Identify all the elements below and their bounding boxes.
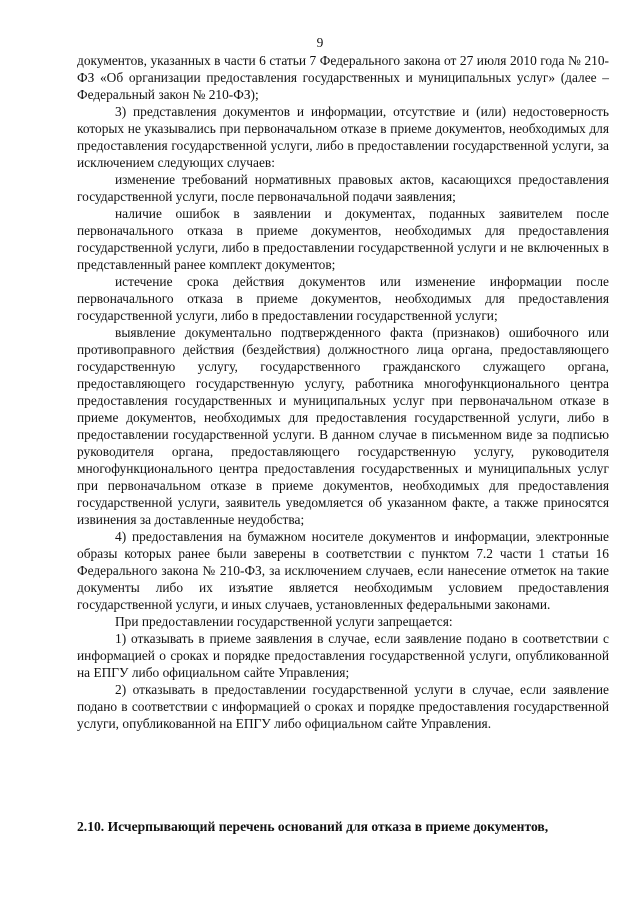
paragraph-1: документов, указанных в части 6 статьи 7 Федерального закона от 27 июля 2010 года № 210-ФЗ «Об организации предоставления государственных и муниципальных услуг» (далее – Федеральный закон № 210-ФЗ); (77, 53, 609, 102)
document-body (77, 52, 609, 732)
paragraph-6: выявление документально подтвержденного факта (признаков) ошибочного или противоправного действия (бездействия) должностного лица органа, предоставляющего государственную услугу, государственного гражданского служащего органа, предоставляющего государственную услугу, работника многофункционального центра предоставления государственных и муниципальных услуг при первоначальном отказе в приеме документов, необходимых для предоставления государственной услуги, либо в предоставлении государственной услуги. В данном случае в письменном виде за подписью руководителя органа, предоставляющего государственную услугу, руководителя многофункционального центра предоставления государственных и муниципальных услуг при первоначальном отказе в приеме документов, необходимых для предоставления государственной услуги, заявитель уведомляется об указанном факте, а также приносятся извинения за доставленные неудобства; (77, 325, 609, 527)
section-heading: 2.10. Исчерпывающий перечень оснований для отказа в приеме документов, (77, 819, 549, 834)
paragraph-8: При предоставлении государственной услуги запрещается: (115, 614, 453, 629)
paragraph-2: 3) представления документов и информации, отсутствие и (или) недостоверность которых не указывались при первоначальном отказе в приеме документов, необходимых для предоставления государственной услуги, либо в предоставлении государственной услуги, за исключением следующих случаев: (77, 104, 609, 170)
paragraph-3: изменение требований нормативных правовых актов, касающихся предоставления государственной услуги, после первоначальной подачи заявления; (77, 172, 609, 204)
page-number: 9 (316, 35, 324, 50)
paragraph-7: 4) предоставления на бумажном носителе документов и информации, электронные образы которых ранее были заверены в соответствии с пунктом 7.2 части 1 статьи 16 Федерального закона № 210-ФЗ, за исключением случаев, если нанесение отметок на такие документы либо их изъятие является необходимым условием предоставления государственной услуги, и иных случаев, установленных федеральными законами. (77, 529, 609, 612)
paragraph-4: наличие ошибок в заявлении и документах, поданных заявителем после первоначального отказа в приеме документов, необходимых для предоставления государственной услуги, либо в предоставлении государственной услуги и не включенных в представленный ранее комплект документов; (77, 206, 609, 272)
paragraph-5: истечение срока действия документов или изменение информации после первоначального отказа в приеме документов, необходимых для предоставления государственной услуги, либо в предоставлении государственной услуги; (77, 274, 609, 323)
paragraph-9: 1) отказывать в приеме заявления в случае, если заявление подано в соответствии с информацией о сроках и порядке предоставления государственной услуги, опубликованной на ЕПГУ либо официальном сайте Управления; (77, 631, 609, 680)
paragraph-10: 2) отказывать в предоставлении государственной услуги в случае, если заявление подано в соответствии с информацией о сроках и порядке предоставления государственной услуги, опубликованной на ЕПГУ либо официальном сайте Управления. (77, 682, 609, 731)
